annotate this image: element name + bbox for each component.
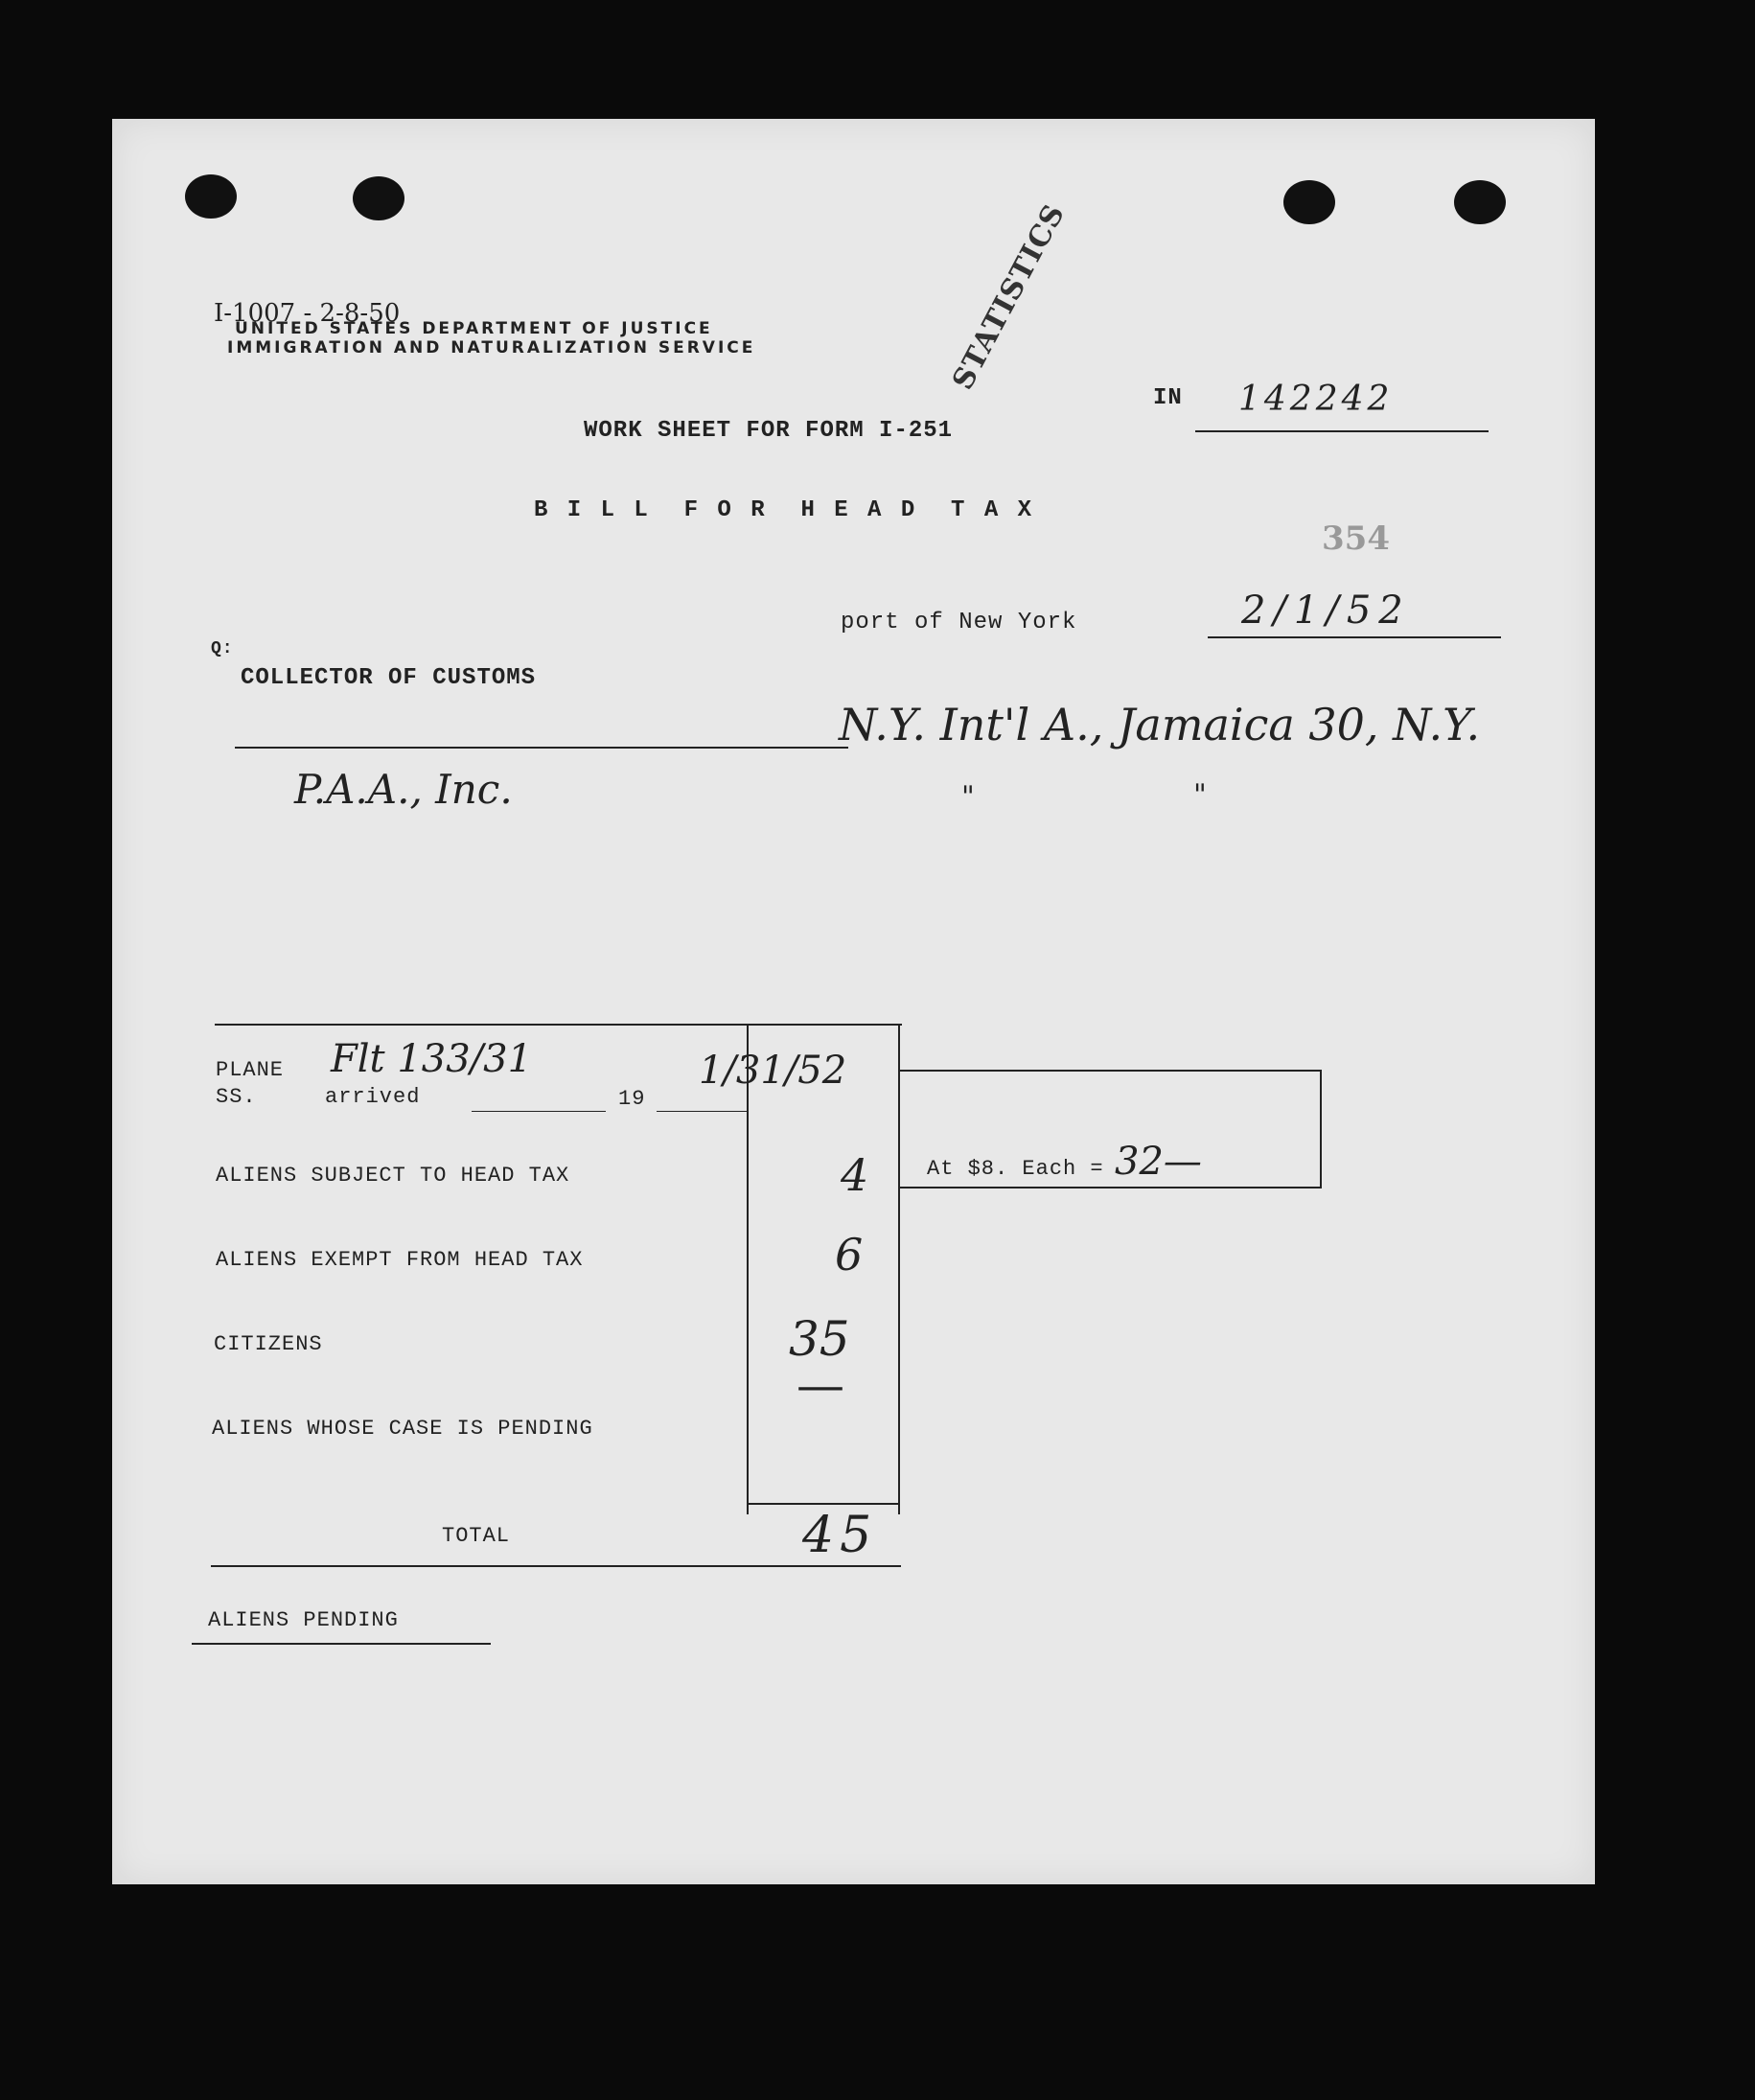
collector-label: COLLECTOR OF CUSTOMS [241,665,537,691]
punch-hole [1283,180,1335,224]
total-value: 45 [802,1507,878,1564]
ss-label: SS. [216,1085,257,1109]
agency-name: UNITED STATES DEPARTMENT OF JUSTICE [235,319,713,338]
document-page [112,119,1595,1884]
bill-title: B I L L F O R H E A D T A X [534,497,1035,523]
row-value-pending: — [797,1357,844,1413]
table-bottom-border [211,1565,901,1567]
year-prefix: 19 [618,1087,646,1111]
row-label-exempt: ALIENS EXEMPT FROM HEAD TAX [216,1248,584,1272]
tax-box-top [900,1070,1322,1072]
value-column-right-border [898,1024,900,1514]
port-label: port of New York [841,610,1077,635]
ditto-mark: " [1193,778,1207,812]
aliens-pending-label: ALIENS PENDING [208,1608,399,1632]
row-label-pending: ALIENS WHOSE CASE IS PENDING [212,1417,593,1441]
arrived-label: arrived [325,1085,421,1109]
in-label: IN [1153,385,1183,411]
carrier-handwritten: P.A.A., Inc. [294,766,513,813]
collector-location-handwritten: N.Y. Int'l A., Jamaica 30, N.Y. [839,699,1481,750]
table-top-border [215,1024,902,1026]
row-label-citizens: CITIZENS [214,1332,323,1356]
collector-underline [235,747,848,749]
statistics-stamp: STATISTICS [946,198,1073,396]
flight-number-handwritten: Flt 133/31 [331,1037,533,1081]
to-prefix: Q: [211,639,234,658]
year-underline [657,1111,749,1112]
punch-hole [1454,180,1506,224]
punch-hole [185,174,237,219]
row-value-subject-to-tax: 4 [841,1149,869,1201]
tax-rate-label: At $8. Each = [927,1157,1104,1181]
punch-hole [353,176,404,220]
arrived-date-underline [472,1111,606,1112]
total-divider [747,1503,900,1505]
value-column-left-border [747,1024,749,1514]
in-number-underline [1195,430,1489,432]
tax-amount: 32— [1115,1140,1202,1184]
row-value-citizens: 35 [789,1311,850,1367]
work-sheet-title: WORK SHEET FOR FORM I-251 [584,418,954,444]
row-label-subject-to-tax: ALIENS SUBJECT TO HEAD TAX [216,1164,570,1188]
arrival-date-handwritten: 1/31/52 [699,1049,847,1093]
port-date: 2/1/52 [1241,588,1411,633]
in-number: 142242 [1238,380,1394,419]
row-value-exempt: 6 [835,1229,864,1281]
plane-label: PLANE [216,1058,285,1082]
total-label: TOTAL [442,1524,511,1548]
port-date-underline [1208,636,1501,638]
ditto-mark: " [961,780,975,814]
page-number: 354 [1322,519,1390,558]
aliens-pending-underline [192,1643,491,1645]
form-code: I-1007 - 2-8-50 [214,299,401,328]
tax-box-right [1320,1070,1322,1188]
tax-box-bottom [900,1187,1322,1188]
agency-service: IMMIGRATION AND NATURALIZATION SERVICE [227,338,756,358]
